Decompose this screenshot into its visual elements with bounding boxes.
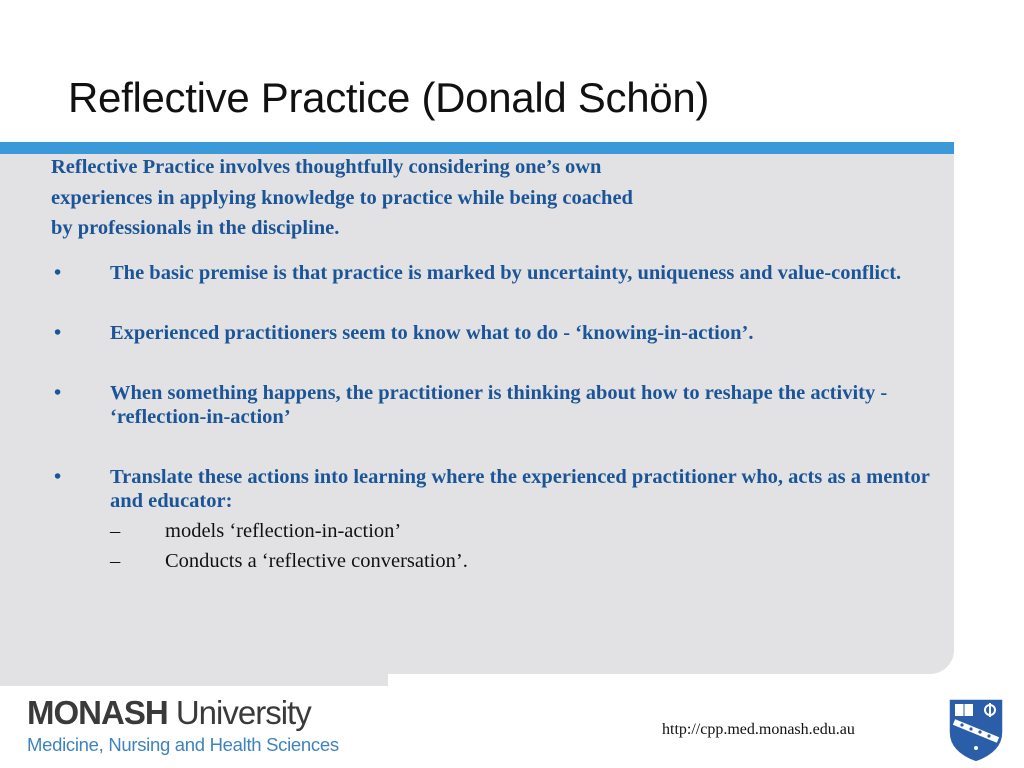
bullet-marker: • — [54, 321, 62, 344]
monash-crest-icon — [946, 696, 1006, 764]
bullet-list — [51, 261, 961, 576]
logo-university: University — [167, 694, 311, 731]
bullet-item — [51, 381, 961, 429]
sub-bullet-list — [110, 516, 961, 576]
intro-paragraph — [51, 152, 961, 244]
bullet-marker: • — [54, 381, 62, 404]
bullet-text: The basic premise is that practice is marked by uncertainty, uniqueness and value-conflict. — [110, 261, 902, 284]
bullet-text: Translate these actions into learning where the experienced practitioner who, acts as a mentor and educator: — [110, 465, 930, 512]
sub-bullet-text: Conducts a ‘reflective conversation’. — [165, 549, 468, 572]
bullet-item — [51, 261, 961, 285]
bullet-item — [51, 321, 961, 345]
intro-line: by professionals in the discipline. — [51, 217, 340, 239]
bullet-item — [51, 465, 961, 576]
intro-line: experiences in applying knowledge to practice while being coached — [51, 186, 633, 209]
sub-bullet-item — [110, 516, 961, 546]
bullet-text: Experienced practitioners seem to know what to do - ‘knowing-in-action’. — [110, 321, 754, 344]
bullet-text: When something happens, the practitioner is thinking about how to reshape the activity - ‘reflection-in-action’ — [110, 381, 888, 428]
footer-url[interactable]: http://cpp.med.monash.edu.au — [662, 721, 855, 738]
sub-bullet-text: models ‘reflection-in-action’ — [165, 519, 402, 542]
sub-bullet-marker: – — [110, 549, 121, 572]
logo-brand: MONASH — [27, 694, 168, 731]
monash-logo — [27, 694, 339, 756]
logo-wordmark — [27, 694, 339, 732]
slide-body — [51, 152, 961, 576]
sub-bullet-marker: – — [110, 519, 121, 542]
bullet-marker: • — [54, 465, 62, 488]
intro-line: Reflective Practice involves thoughtfully considering one’s own — [51, 156, 602, 178]
panel-extension — [0, 674, 388, 686]
slide-title: Reflective Practice (Donald Schön) — [68, 74, 710, 121]
bullet-marker: • — [54, 261, 62, 284]
logo-faculty: Medicine, Nursing and Health Sciences — [27, 734, 339, 755]
sub-bullet-item — [110, 546, 961, 576]
